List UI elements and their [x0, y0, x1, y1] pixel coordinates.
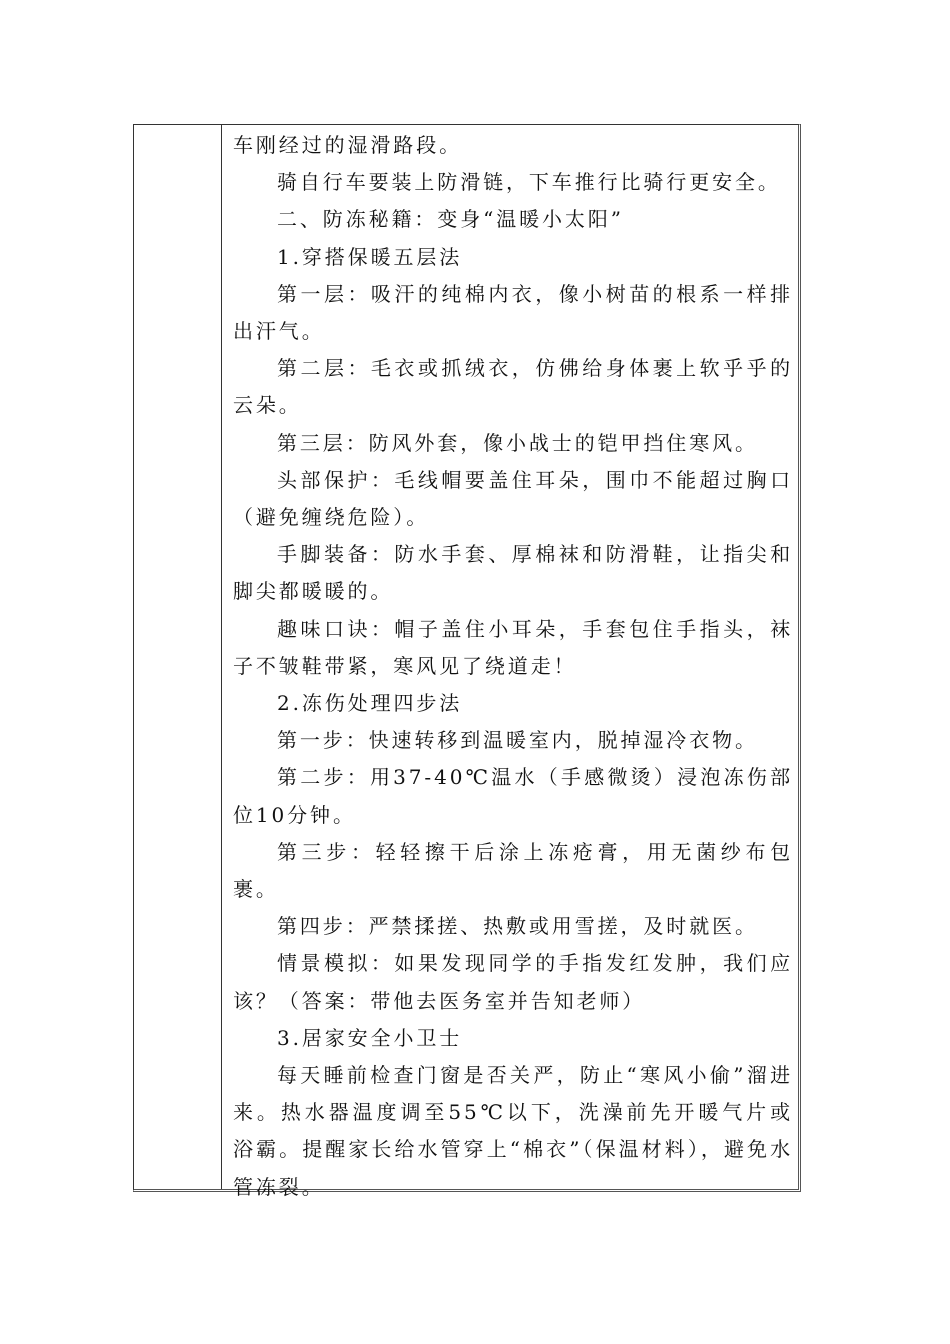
paragraph: 第四步：严禁揉搓、热敷或用雪搓，及时就医。	[277, 914, 758, 939]
paragraph: 第一层：吸汗的纯棉内衣，像小树苗的根系一样排出汗气。	[233, 281, 793, 344]
table-left-column	[134, 125, 222, 1189]
paragraph: 车刚经过的湿滑路段。	[233, 133, 462, 157]
paragraph: 第三步：轻轻擦干后涂上冻疮膏，用无菌纱布包裹。	[233, 839, 793, 902]
paragraph: 骑自行车要装上防滑链，下车推行比骑行更安全。	[277, 170, 781, 195]
paragraph: 每天睡前检查门窗是否关严，防止“寒风小偷”溜进来。热水器温度调至55℃以下，洗澡前先开暖气片或浴霸。提醒家长给水管穿上“棉衣”（保温材料），避免水管冻裂。	[233, 1063, 793, 1199]
subsection-heading: 2.冻伤处理四步法	[277, 691, 463, 716]
paragraph: 手脚装备：防水手套、厚棉袜和防滑鞋，让指尖和脚尖都暖暖的。	[233, 542, 793, 604]
paragraph: 第一步：快速转移到温暖室内，脱掉湿冷衣物。	[277, 728, 758, 753]
subsection-heading: 3.居家安全小卫士	[277, 1025, 463, 1050]
subsection-heading: 1.穿搭保暖五层法	[277, 244, 463, 269]
paragraph: 第二层：毛衣或抓绒衣，仿佛给身体裹上软乎乎的云朵。	[233, 356, 793, 418]
section-heading: 二、防冻秘籍：变身“温暖小太阳”	[277, 207, 624, 232]
table-content-column	[223, 125, 798, 1199]
document-table	[133, 124, 801, 1199]
paragraph: 头部保护：毛线帽要盖住耳朵，围巾不能超过胸口（避免缠绕危险）。	[233, 467, 793, 530]
content-body	[233, 127, 793, 1206]
paragraph: 第三层：防风外套，像小战士的铠甲挡住寒风。	[277, 430, 758, 455]
paragraph: 第二步：用37-40℃温水（手感微烫）浸泡冻伤部位10分钟。	[233, 765, 793, 827]
paragraph: 情景模拟：如果发现同学的手指发红发肿，我们应该？（答案：带他去医务室并告知老师）	[233, 951, 793, 1013]
paragraph: 趣味口诀：帽子盖住小耳朵，手套包住手指头，袜子不皱鞋带紧，寒风见了绕道走！	[233, 616, 793, 678]
